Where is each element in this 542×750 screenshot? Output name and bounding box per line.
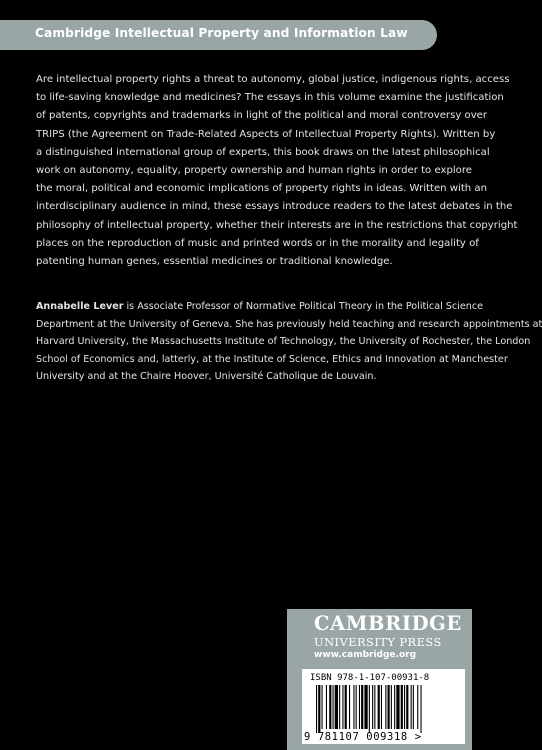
description-line: places on the reproduction of music and printed words or in the morality and legality of — [36, 237, 479, 249]
publisher-panel — [287, 609, 472, 750]
author-name: Annabelle Lever — [36, 301, 124, 312]
description-line: interdisciplinary audience in mind, these essays introduce readers to the latest debates in the — [36, 201, 513, 213]
description-line: the moral, political and economic implications of property rights in ideas. Written with an — [36, 183, 487, 195]
publisher-url: www.cambridge.org — [314, 650, 417, 660]
publisher-name: CAMBRIDGE — [314, 612, 462, 635]
description-line: of patents, copyrights and trademarks in light of the political and moral controversy over — [36, 110, 488, 122]
description-line: patenting human genes, essential medicines or traditional knowledge. — [36, 256, 393, 268]
author-bio — [36, 298, 542, 386]
barcode-panel — [302, 669, 465, 744]
isbn-label: ISBN 978-1-107-00931-8 — [310, 673, 430, 683]
author-bio-line: University and at the Chaire Hoover, Université Catholique de Louvain. — [36, 371, 377, 382]
description-line: TRIPS (the Agreement on Trade-Related Aspects of Intellectual Property Rights). Written by — [36, 128, 496, 140]
barcode-digits: 9 781107 009318 > — [304, 731, 422, 743]
author-bio-text: is Associate Professor of Normative Political Theory in the Political Science — [123, 301, 483, 312]
description-line: philosophy of intellectual property, whether their interests are in the restrictions that copyright — [36, 219, 518, 231]
description-line: to life-saving knowledge and medicines? The essays in this volume examine the justification — [36, 92, 504, 104]
author-bio-line: Harvard University, the Massachusetts Institute of Technology, the University of Rochester, the London — [36, 336, 531, 347]
description-line: Are intellectual property rights a threat to autonomy, global justice, indigenous rights, access — [36, 74, 510, 85]
series-banner — [0, 20, 437, 50]
publisher-press: UNIVERSITY PRESS — [314, 635, 442, 649]
author-bio-first-line — [36, 298, 483, 316]
author-bio-line: Department at the University of Geneva. She has previously held teaching and research appointments at — [36, 318, 542, 330]
book-description — [36, 71, 518, 271]
author-bio-line: School of Economics and, latterly, at the Institute of Science, Ethics and Innovation at Manchester — [36, 353, 508, 365]
description-line: a distinguished international group of experts, this book draws on the latest philosophical — [36, 146, 490, 158]
description-line: work on autonomy, equality, property ownership and human rights in order to explore — [36, 165, 472, 177]
series-title: Cambridge Intellectual Property and Information Law — [35, 26, 408, 40]
